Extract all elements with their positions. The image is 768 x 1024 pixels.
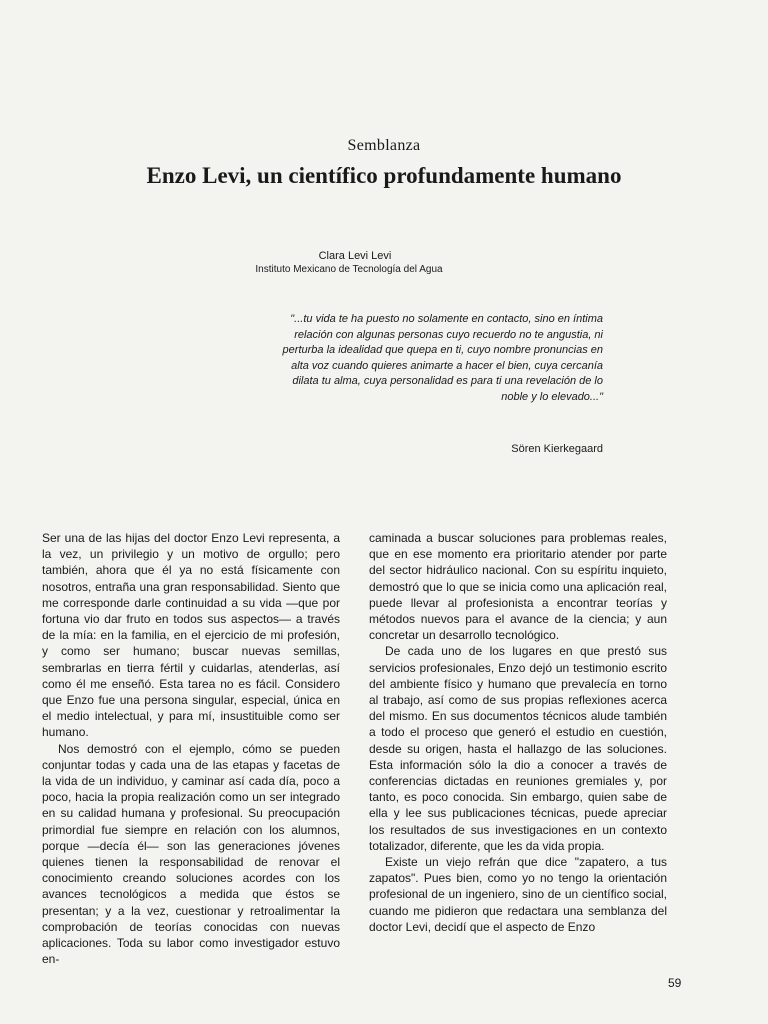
page-number: 59 <box>668 976 682 990</box>
author-affiliation: Instituto Mexicano de Tecnología del Agua <box>255 264 443 275</box>
section-label: Semblanza <box>347 137 421 154</box>
epigraph-author: Sören Kierkegaard <box>511 443 603 455</box>
body-column-right <box>369 530 667 935</box>
epigraph-quote: "...tu vida te ha puesto no solamente en contacto, sino en íntima relación con algunas personas cuyo recuerdo no te angustia, ni perturba la idealidad que quepa en ti, cuyo nombre pronuncias en alta voz cuando quieres animarte a hacer el bien, cuya cercanía dilata tu alma, cuya personalidad es para ti una revelación de lo noble y lo elevado..." <box>282 313 603 403</box>
body-paragraph: De cada uno de los lugares en que prestó sus servicios profesionales, Enzo dejó un testimonio escrito del ambiente físico y humano que prevalecía en torno al trabajo, así como de sus propias reflexiones acerca del mismo. En sus documentos técnicos alude también a todo el proceso que generó el estudio en cuestión, desde su origen, hasta el hallazgo de las soluciones. Esta información sólo la dio a conocer a través de conferencias dictadas en reuniones gremiales y, por tanto, es poco conocida. Sin embargo, quien sabe de ella y lee sus publicaciones técnicas, puede apreciar los resultados de sus investigaciones en un contexto totalizador, diferente, que les da vida propia. <box>369 644 667 853</box>
body-column-left <box>42 530 340 967</box>
body-paragraph: caminada a buscar soluciones para problemas reales, que en ese momento era prioritario atender por parte del sector hidráulico nacional. Con su espíritu inquieto, demostró que lo que se inicia como una aplicación real, puede llevar al profesionista a encontrar teorías y métodos nuevos para el avance de la ciencia; y aun concretar un desarrollo tecnológico. <box>369 531 667 643</box>
body-paragraph: Existe un viejo refrán que dice "zapatero, a tus zapatos". Pues bien, como yo no tengo la orientación profesional de un ingeniero, sino de un científico social, cuando me pidieron que redactara una semblanza del doctor Levi, decidí que el aspecto de Enzo <box>369 855 667 934</box>
author-name: Clara Levi Levi <box>318 250 392 262</box>
body-paragraph: Ser una de las hijas del doctor Enzo Levi representa, a la vez, un privilegio y un motivo de orgullo; pero también, ahora que él ya no está físicamente con nosotros, entraña una gran responsabilidad. Siento que me corresponde darle continuidad a su vida —que por fortuna vio dar fruto en todos sus aspectos— a través de la mía: en la familia, en el ejercicio de mi profesión, y como ser humano; buscar nuevas semillas, sembrarlas en tierra fértil y cuidarlas, atenderlas, así como él me enseñó. Esta tarea no es fácil. Considero que Enzo fue una persona singular, especial, única en el medio intelectual, y para mí, insustituible como ser humano. <box>42 531 340 740</box>
body-paragraph: Nos demostró con el ejemplo, cómo se pueden conjuntar todas y cada una de las etapas y facetas de la vida de un individuo, y caminar así cada día, poco a poco, hacia la propia realización como un ser integrado en su calidad humana y profesional. Su preocupación primordial fue siempre en relación con los alumnos, porque —decía él— son las generaciones jóvenes quienes tienen la responsabilidad de renovar el conocimiento creando soluciones acordes con los avances tecnológicos a medida que éstos se presentan; y a la vez, cuestionar y retroalimentar la comprobación de teorías conocidas con nuevas aplicaciones. Toda su labor como investigador estuvo en- <box>42 741 340 967</box>
article-title: Enzo Levi, un científico profundamente humano <box>146 163 622 188</box>
